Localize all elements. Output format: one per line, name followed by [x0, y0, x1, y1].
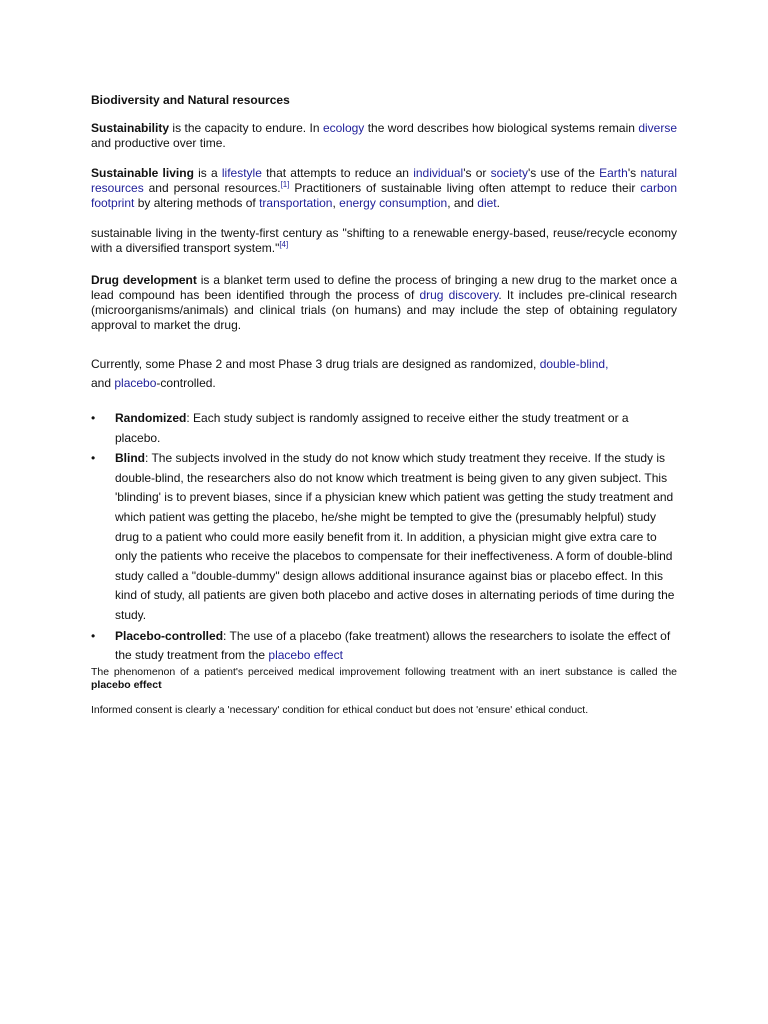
text-span: , and [447, 196, 478, 210]
text-span: Practitioners of sustainable living often attempt to reduce their [289, 181, 641, 195]
text-span: . [496, 196, 500, 210]
text-span: by altering methods of [134, 196, 260, 210]
link-placebo[interactable]: placebo [114, 376, 157, 390]
page-title: Biodiversity and Natural resources [91, 93, 290, 107]
text-span: is a blanket term used to define the process of bringing a new drug to the market once a lead compound has been identified through the process of [91, 273, 677, 302]
sustainability-term: Sustainability [91, 121, 170, 135]
bullet-icon: • [91, 628, 96, 643]
sustainability-paragraph [91, 121, 677, 151]
text-span: and personal resources. [143, 181, 281, 195]
list-item-placebo-controlled [91, 627, 677, 666]
list-text: : Each study subject is randomly assigned to receive either the study treatment or a placebo. [115, 411, 629, 445]
text-span: 's or [463, 166, 491, 180]
text-span: , [332, 196, 340, 210]
link-double-blind[interactable]: double-blind [539, 357, 606, 371]
link-drug-discovery[interactable]: drug discovery [419, 288, 499, 302]
text-span: the word describes how biological systems remain [364, 121, 639, 135]
link-carbon-footprint[interactable]: carbon footprint [91, 181, 677, 210]
text-span: The phenomenon of a patient's perceived medical improvement following treatment with an inert substance is called the [91, 665, 677, 678]
bullet-icon: • [91, 411, 96, 425]
list-item-blind [91, 449, 677, 625]
text-span: and productive over time. [91, 136, 226, 150]
text-span: , [605, 357, 609, 371]
drug-development-paragraph [91, 273, 677, 333]
link-society[interactable]: society [490, 166, 528, 180]
sustainable-living-term: Sustainable living [91, 166, 194, 180]
link-transportation[interactable]: transportation [259, 196, 333, 210]
list-text: : The subjects involved in the study do not know which study treatment they receive. If the study is double-blind, the researchers also do not know which treatment is being given to any given subject. This 'blinding' is to prevent biases, since if a physician knew which patient was getting the study treatment and which patient was getting the placebo, he/she might be tempted to give the (presumably helpful) study drug to a patient who could more easily benefit from it. In addition, a physician might give extra care to only the patients who receive the placebos to compensate for their ineffectiveness. A form of double-blind study called a "double-dummy" design allows additional insurance against bias or placebo effect. In this kind of study, all patients are given both placebo and active doses in alternating periods of time during the study. [115, 451, 675, 622]
link-diverse[interactable]: diverse [638, 121, 678, 135]
link-diet[interactable]: diet [477, 196, 497, 210]
phenomenon-paragraph [91, 666, 677, 692]
text-span: -controlled. [156, 376, 216, 390]
list-term: Blind [115, 451, 145, 466]
list-item-randomized [91, 409, 677, 448]
text-span: sustainable living in the twenty-first century as "shifting to a renewable energy-based, reuse/recycle economy with a diversified transport system." [91, 226, 677, 255]
sustainable-living-paragraph [91, 166, 677, 211]
list-text: : The use of a placebo (fake treatment) allows the researchers to isolate the effect of the study treatment from the [115, 628, 671, 663]
link-individual[interactable]: individual [413, 166, 464, 180]
link-energy-consumption[interactable]: energy consumption [339, 196, 448, 210]
text-span: that attempts to reduce an [261, 166, 414, 180]
bullet-icon: • [91, 451, 96, 466]
document-page [91, 92, 677, 717]
reference-4[interactable]: [4] [279, 240, 289, 249]
text-span: Currently, some Phase 2 and most Phase 3 drug trials are designed as randomized, [91, 357, 540, 371]
link-placebo-effect[interactable]: placebo effect [268, 648, 343, 663]
list-term: Placebo-controlled [115, 628, 224, 643]
text-span: 's use of the [527, 166, 600, 180]
informed-consent-paragraph: Informed consent is clearly a 'necessary' condition for ethical conduct but does not 'ensure' ethical conduct. [91, 703, 589, 716]
link-earth[interactable]: Earth [599, 166, 628, 180]
twenty-first-century-paragraph [91, 226, 677, 256]
drug-development-term: Drug development [91, 273, 197, 287]
placebo-effect-term: placebo effect [91, 678, 162, 691]
link-ecology[interactable]: ecology [322, 121, 365, 135]
text-span: 's [627, 166, 641, 180]
list-term: Randomized [115, 411, 187, 425]
reference-1[interactable]: [1] [280, 180, 290, 189]
text-span: . It includes pre-clinical research (microorganisms/animals) and clinical trials (on humans) and may include the step of obtaining regulatory approval to market the drug. [91, 288, 678, 332]
text-span: is the capacity to endure. In [169, 121, 323, 135]
link-natural-resources[interactable]: natural resources [91, 166, 678, 195]
link-lifestyle[interactable]: lifestyle [221, 166, 262, 180]
text-span: and [91, 376, 115, 390]
trial-design-list [91, 409, 677, 666]
text-span: is a [193, 166, 222, 180]
currently-paragraph [91, 355, 677, 393]
